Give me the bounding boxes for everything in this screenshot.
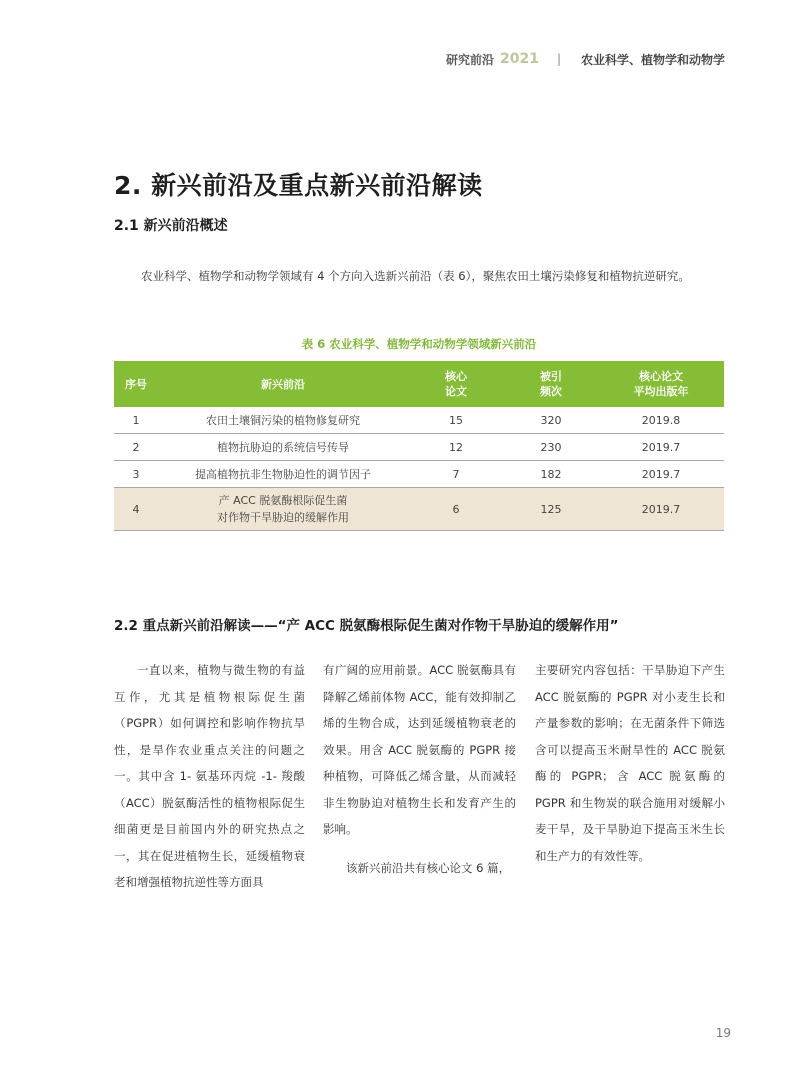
cell-seq: 1 bbox=[114, 407, 158, 434]
emerging-frontiers-table bbox=[114, 361, 724, 531]
table-row bbox=[114, 434, 724, 461]
cell-frontier bbox=[158, 488, 408, 531]
header-year: 2021 bbox=[499, 51, 539, 67]
table-row-highlighted bbox=[114, 488, 724, 531]
body-column-2-paragraph-1: 有广阔的应用前景。ACC 脱氨酶具有降解乙烯前体物 ACC，能有效抑制乙烯的生物合成，达到延缓植物衰老的效果。用含 ACC 脱氨酶的 PGPR 接种植物，可降低乙烯含量，从而减轻非生物胁迫对植物生长和发育产生的影响。 bbox=[323, 663, 516, 836]
header-citations-line1: 被引 bbox=[540, 370, 562, 383]
header-citations-line2: 频次 bbox=[540, 385, 562, 398]
cell-seq: 4 bbox=[114, 488, 158, 531]
cell-frontier-line1: 产 ACC 脱氨酶根际促生菌 bbox=[218, 494, 348, 507]
cell-year: 2019.7 bbox=[598, 434, 724, 461]
body-column-2-paragraph-2: 该新兴前沿共有核心论文 6 篇， bbox=[346, 860, 511, 875]
header-topic: 农业科学、植物学和动物学 bbox=[580, 52, 725, 67]
body-column-3: 主要研究内容包括：干旱胁迫下产生 ACC 脱氨酶的 PGPR 对小麦生长和产量参数的影响；在无菌条件下筛选含可以提高玉米耐旱性的 ACC 脱氨酶的 PGPR；含 ACC 脱氨酶的 PGPR 和生物炭的联合施用对缓解小麦干旱，及干旱胁迫下提高玉米生长和生产力的有效性等。 bbox=[535, 663, 725, 863]
cell-papers: 6 bbox=[408, 488, 504, 531]
cell-citations: 320 bbox=[504, 407, 598, 434]
cell-year: 2019.7 bbox=[598, 461, 724, 488]
cell-frontier-line2: 对作物干旱胁迫的缓解作用 bbox=[217, 511, 349, 524]
header-separator: | bbox=[556, 52, 561, 66]
cell-papers: 15 bbox=[408, 407, 504, 434]
table-row bbox=[114, 407, 724, 434]
header-avg-year bbox=[598, 361, 724, 407]
header-core-papers-line1: 核心 bbox=[445, 370, 467, 383]
table-row bbox=[114, 461, 724, 488]
cell-year: 2019.8 bbox=[598, 407, 724, 434]
running-header bbox=[446, 50, 725, 68]
table-caption: 表 6 农业科学、植物学和动物学领域新兴前沿 bbox=[301, 337, 537, 351]
cell-papers: 7 bbox=[408, 461, 504, 488]
cell-seq: 2 bbox=[114, 434, 158, 461]
cell-citations: 182 bbox=[504, 461, 598, 488]
section-intro-paragraph: 农业科学、植物学和动物学领域有 4 个方向入选新兴前沿（表 6），聚焦农田土壤污染修复和植物抗逆研究。 bbox=[141, 269, 690, 283]
body-column-1: 一直以来，植物与微生物的有益互作，尤其是植物根际促生菌（PGPR）如何调控和影响作物抗旱性，是旱作农业重点关注的问题之一。其中含 1- 氨基环丙烷 -1- 羧酸（ACC）脱氨酶活性的植物根际促生细菌更是目前国内外的研究热点之一，其在促进植物生长，延缓植物衰老和增强植物抗逆性等方面具 bbox=[114, 663, 305, 889]
header-citations bbox=[504, 361, 598, 407]
header-core-papers-line2: 论文 bbox=[445, 385, 467, 398]
cell-frontier: 农田土壤铜污染的植物修复研究 bbox=[158, 407, 408, 434]
header-avg-year-line1: 核心论文 bbox=[639, 370, 683, 383]
header-frontier: 新兴前沿 bbox=[158, 361, 408, 407]
table-header-row bbox=[114, 361, 724, 407]
cell-year: 2019.7 bbox=[598, 488, 724, 531]
header-core-papers bbox=[408, 361, 504, 407]
cell-frontier: 植物抗胁迫的系统信号传导 bbox=[158, 434, 408, 461]
page-number: 19 bbox=[715, 1026, 731, 1040]
cell-seq: 3 bbox=[114, 461, 158, 488]
section-2-2-title: 2.2 重点新兴前沿解读——“产 ACC 脱氨酶根际促生菌对作物干旱胁迫的缓解作用” bbox=[114, 618, 619, 634]
header-brand: 研究前沿 bbox=[445, 52, 494, 67]
header-seq: 序号 bbox=[114, 361, 158, 407]
chapter-title: 2. 新兴前沿及重点新兴前沿解读 bbox=[114, 171, 483, 200]
cell-citations: 125 bbox=[504, 488, 598, 531]
header-avg-year-line2: 平均出版年 bbox=[633, 385, 689, 398]
cell-frontier: 提高植物抗非生物胁迫性的调节因子 bbox=[158, 461, 408, 488]
body-column-2 bbox=[323, 657, 516, 881]
cell-citations: 230 bbox=[504, 434, 598, 461]
cell-papers: 12 bbox=[408, 434, 504, 461]
section-2-1-title: 2.1 新兴前沿概述 bbox=[114, 218, 228, 234]
